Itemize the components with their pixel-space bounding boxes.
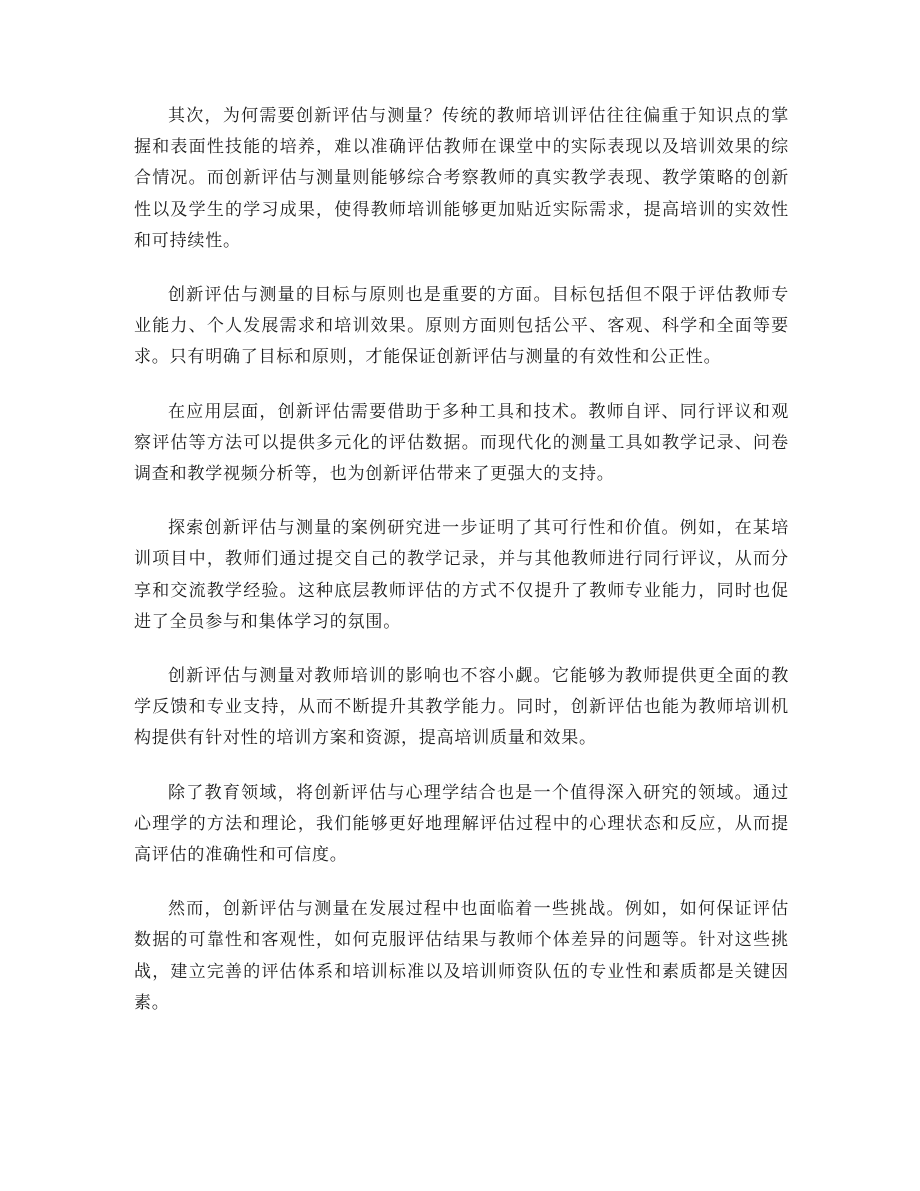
paragraph-1: 其次，为何需要创新评估与测量？传统的教师培训评估往往偏重于知识点的掌握和表面性技能的培养，难以准确评估教师在课堂中的实际表现以及培训效果的综合情况。而创新评估与测量则能够综合考察教师的真实教学表现、教学策略的创新性以及学生的学习成果，使得教师培训能够更加贴近实际需求，提高培训的实效性和可持续性。 <box>134 106 789 251</box>
document-body <box>134 101 789 1042</box>
paragraph-4: 探索创新评估与测量的案例研究进一步证明了其可行性和价值。例如，在某培训项目中，教师们通过提交自己的教学记录，并与其他教师进行同行评议，从而分享和交流教学经验。这种底层教师评估的方式不仅提升了教师专业能力，同时也促进了全员参与和集体学习的氛围。 <box>134 518 789 632</box>
paragraph-3: 在应用层面，创新评估需要借助于多种工具和技术。教师自评、同行评议和观察评估等方法可以提供多元化的评估数据。而现代化的测量工具如教学记录、问卷调查和教学视频分析等，也为创新评估带来了更强大的支持。 <box>134 401 789 485</box>
paragraph-5: 创新评估与测量对教师培训的影响也不容小觑。它能够为教师提供更全面的教学反馈和专业支持，从而不断提升其教学能力。同时，创新评估也能为教师培训机构提供有针对性的培训方案和资源，提高培训质量和效果。 <box>134 666 789 749</box>
paragraph-2: 创新评估与测量的目标与原则也是重要的方面。目标包括但不限于评估教师专业能力、个人发展需求和培训效果。原则方面则包括公平、客观、科学和全面等要求。只有明确了目标和原则，才能保证创新评估与测量的有效性和公正性。 <box>134 285 789 368</box>
paragraph-6: 除了教育领域，将创新评估与心理学结合也是一个值得深入研究的领域。通过心理学的方法和理论，我们能够更好地理解评估过程中的心理状态和反应，从而提高评估的准确性和可信度。 <box>134 782 789 866</box>
paragraph-7: 然而，创新评估与测量在发展过程中也面临着一些挑战。例如，如何保证评估数据的可靠性和客观性，如何克服评估结果与教师个体差异的问题等。针对这些挑战，建立完善的评估体系和培训标准以及培训师资队伍的专业性和素质都是关键因素。 <box>134 899 789 1013</box>
